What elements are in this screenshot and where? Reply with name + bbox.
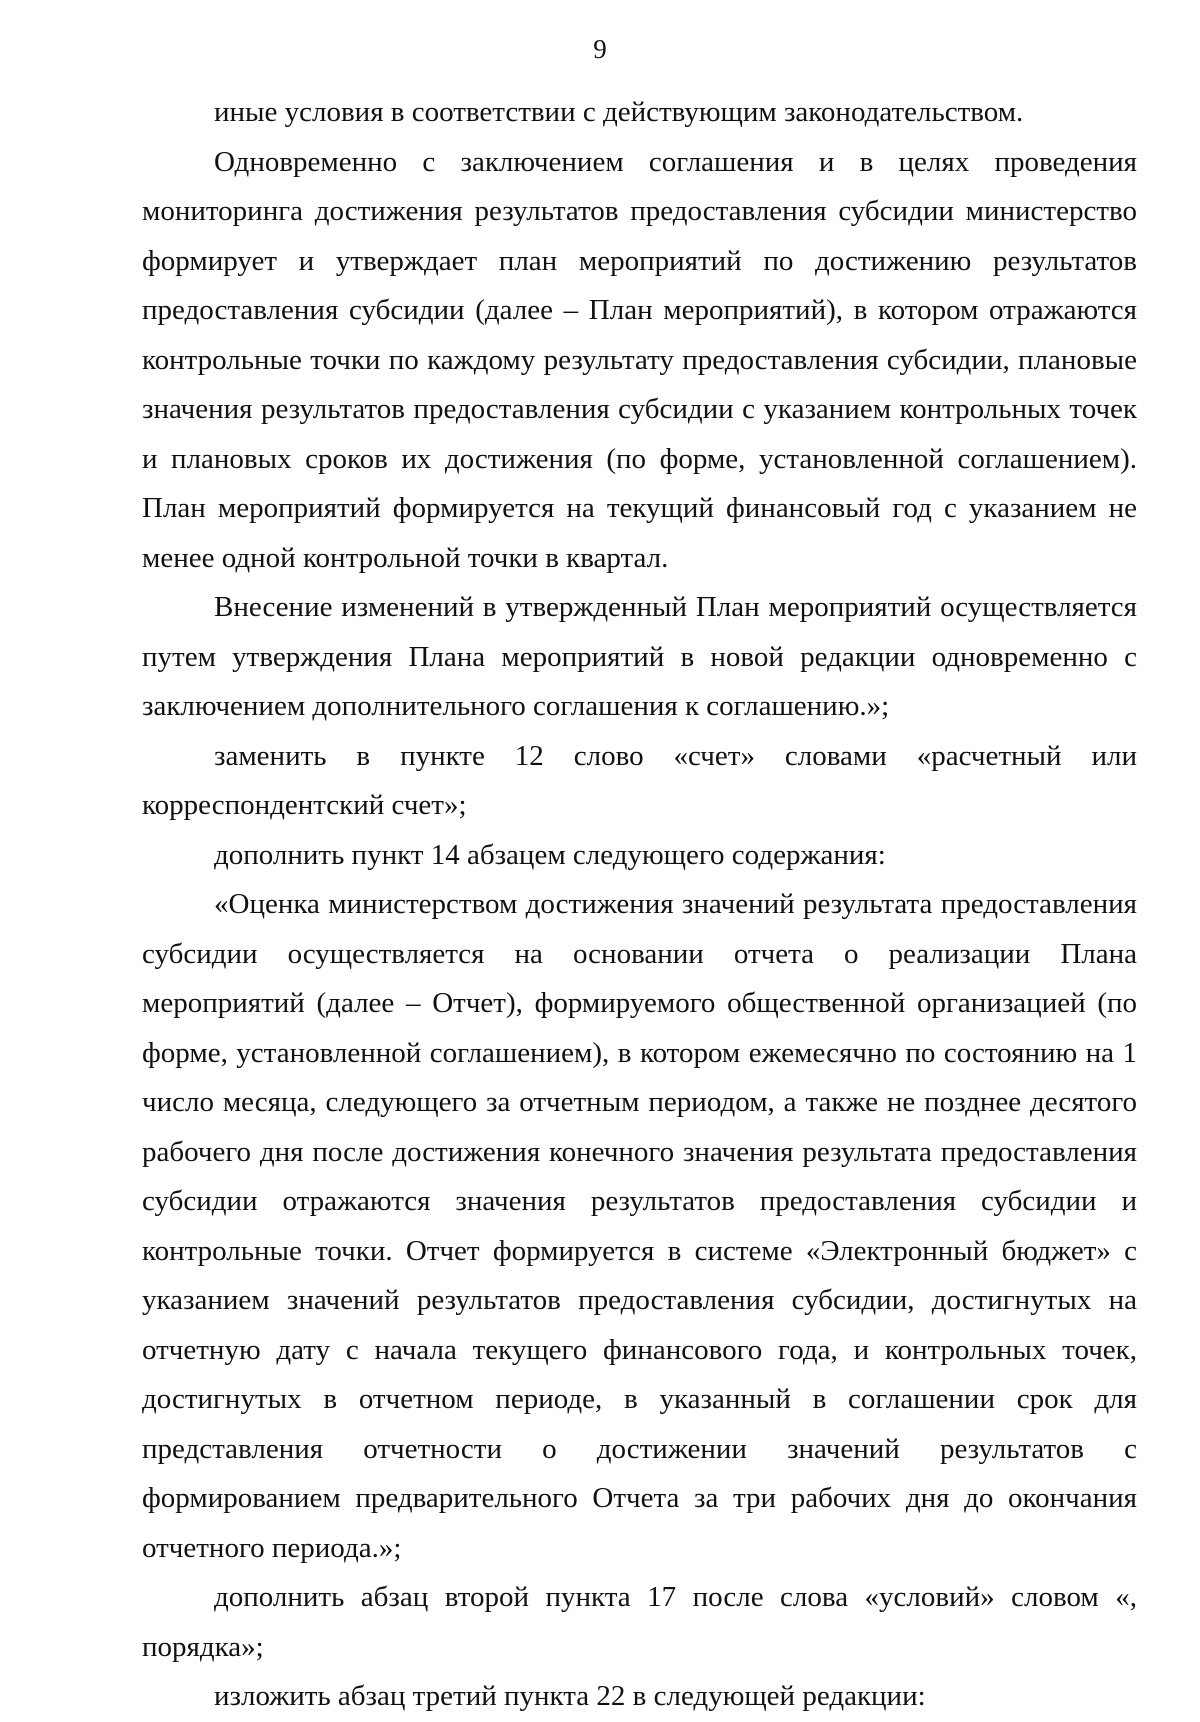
page-number: 9 [593, 34, 607, 64]
paragraph-supplement-point-17: дополнить абзац второй пункта 17 после слова «условий» словом «, порядка»; [142, 1581, 1137, 1663]
paragraph-report-evaluation: «Оценка министерством достижения значений результата предоставления субсидии осуществляется на основании отчета о реализации Плана мероприятий (далее – Отчет), формируемого общественной организацией (по форме, установленной соглашением), в котором ежемесячно по состоянию на 1 число месяца, следующего за отчетным периодом, а также не позднее десятого рабочего дня после достижения конечного значения результата предоставления субсидии отражаются значения результатов предоставления субсидии и контрольные точки. Отчет формируется в системе «Электронный бюджет» с указанием значений результатов предоставления субсидии, достигнутых на отчетную дату с начала текущего финансового года, и контрольных точек, достигнутых в отчетном периоде, в указанный в соглашении срок для представления отчетности о достижении значений результатов с формированием предварительного Отчета за три рабочих дня до окончания отчетного периода.»; [142, 888, 1137, 1564]
paragraph-supplement-point-14: дополнить пункт 14 абзацем следующего содержания: [214, 838, 886, 871]
paragraph-other-conditions: иные условия в соответствии с действующим законодательством. [214, 96, 1024, 128]
document-body [142, 88, 1137, 1722]
paragraph-replace-point-12: заменить в пункте 12 слово «счет» словами «расчетный или корреспондентский счет»; [142, 739, 1137, 821]
paragraph-plan-changes: Внесение изменений в утвержденный План мероприятий осуществляется путем утверждения Плана мероприятий в новой редакции одновременно с заключением дополнительного соглашения к соглашению.»; [142, 591, 1137, 722]
paragraph-action-plan: Одновременно с заключением соглашения и в целях проведения мониторинга достижения результатов предоставления субсидии министерство формирует и утверждает план мероприятий по достижению результатов предоставления субсидии (далее – План мероприятий), в котором отражаются контрольные точки по каждому результату предоставления субсидии, плановые значения результатов предоставления субсидии с указанием контрольных точек и плановых сроков их достижения (по форме, установленной соглашением). План мероприятий формируется на текущий финансовый год с указанием не менее одной контрольной точки в квартал. [142, 145, 1137, 574]
paragraph-restate-point-22: изложить абзац третий пункта 22 в следующей редакции: [214, 1680, 926, 1712]
